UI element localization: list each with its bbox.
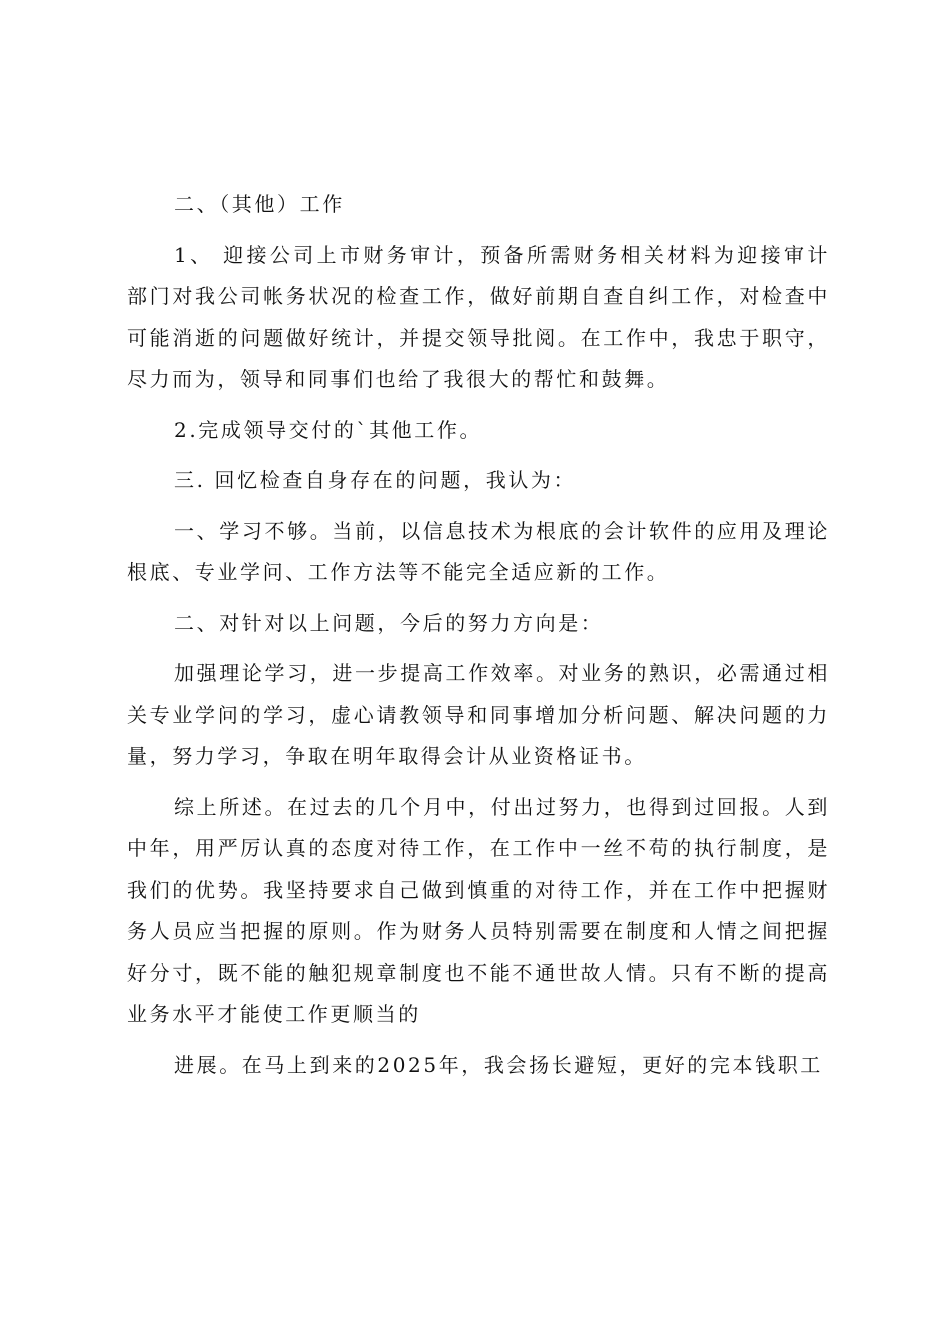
document-body: [127, 184, 830, 1095]
paragraph-other-tasks: 2.完成领导交付的`其他工作。: [174, 417, 483, 442]
paragraph-insufficient-study: 一、学习不够。当前，以信息技术为根底的会计软件的应用及理论根底、专业学问、工作方法等不能完全适应新的工作。: [127, 518, 830, 584]
paragraph-outlook: 进展。在马上到来的2025年，我会扬长避短，更好的完本钱职工: [174, 1052, 823, 1077]
section-heading-self-review: 三. 回忆检查自身存在的问题，我认为：: [174, 468, 577, 492]
paragraph-improvement-direction: 二、对针对以上问题，今后的努力方向是：: [174, 610, 604, 635]
paragraph-summary: 综上所述。在过去的几个月中，付出过努力，也得到过回报。人到中年，用严厉认真的态度对待工作，在工作中一丝不苟的执行制度，是我们的优势。我坚持要求自己做到慎重的对待工作，并在工作中把握财务人员应当把握的原则。作为财务人员特别需要在制度和人情之间把握好分寸，既不能的触犯规章制度也不能不通世故人情。只有不断的提高业务水平才能使工作更顺当的: [127, 794, 830, 1026]
paragraph-strengthen-study: 加强理论学习，进一步提高工作效率。对业务的熟识，必需通过相关专业学问的学习，虚心请教领导和同事增加分析问题、解决问题的力量，努力学习，争取在明年取得会计从业资格证书。: [127, 661, 830, 768]
section-heading-other-work: 二、（其他）工作: [174, 192, 345, 216]
paragraph-audit-preparation: 1、 迎接公司上市财务审计，预备所需财务相关材料为迎接审计部门对我公司帐务状况的检查工作，做好前期自查自纠工作，对检查中可能消逝的问题做好统计，并提交领导批阅。在工作中，我忠于职守，尽力而为，领导和同事们也给了我很大的帮忙和鼓舞。: [127, 242, 830, 391]
